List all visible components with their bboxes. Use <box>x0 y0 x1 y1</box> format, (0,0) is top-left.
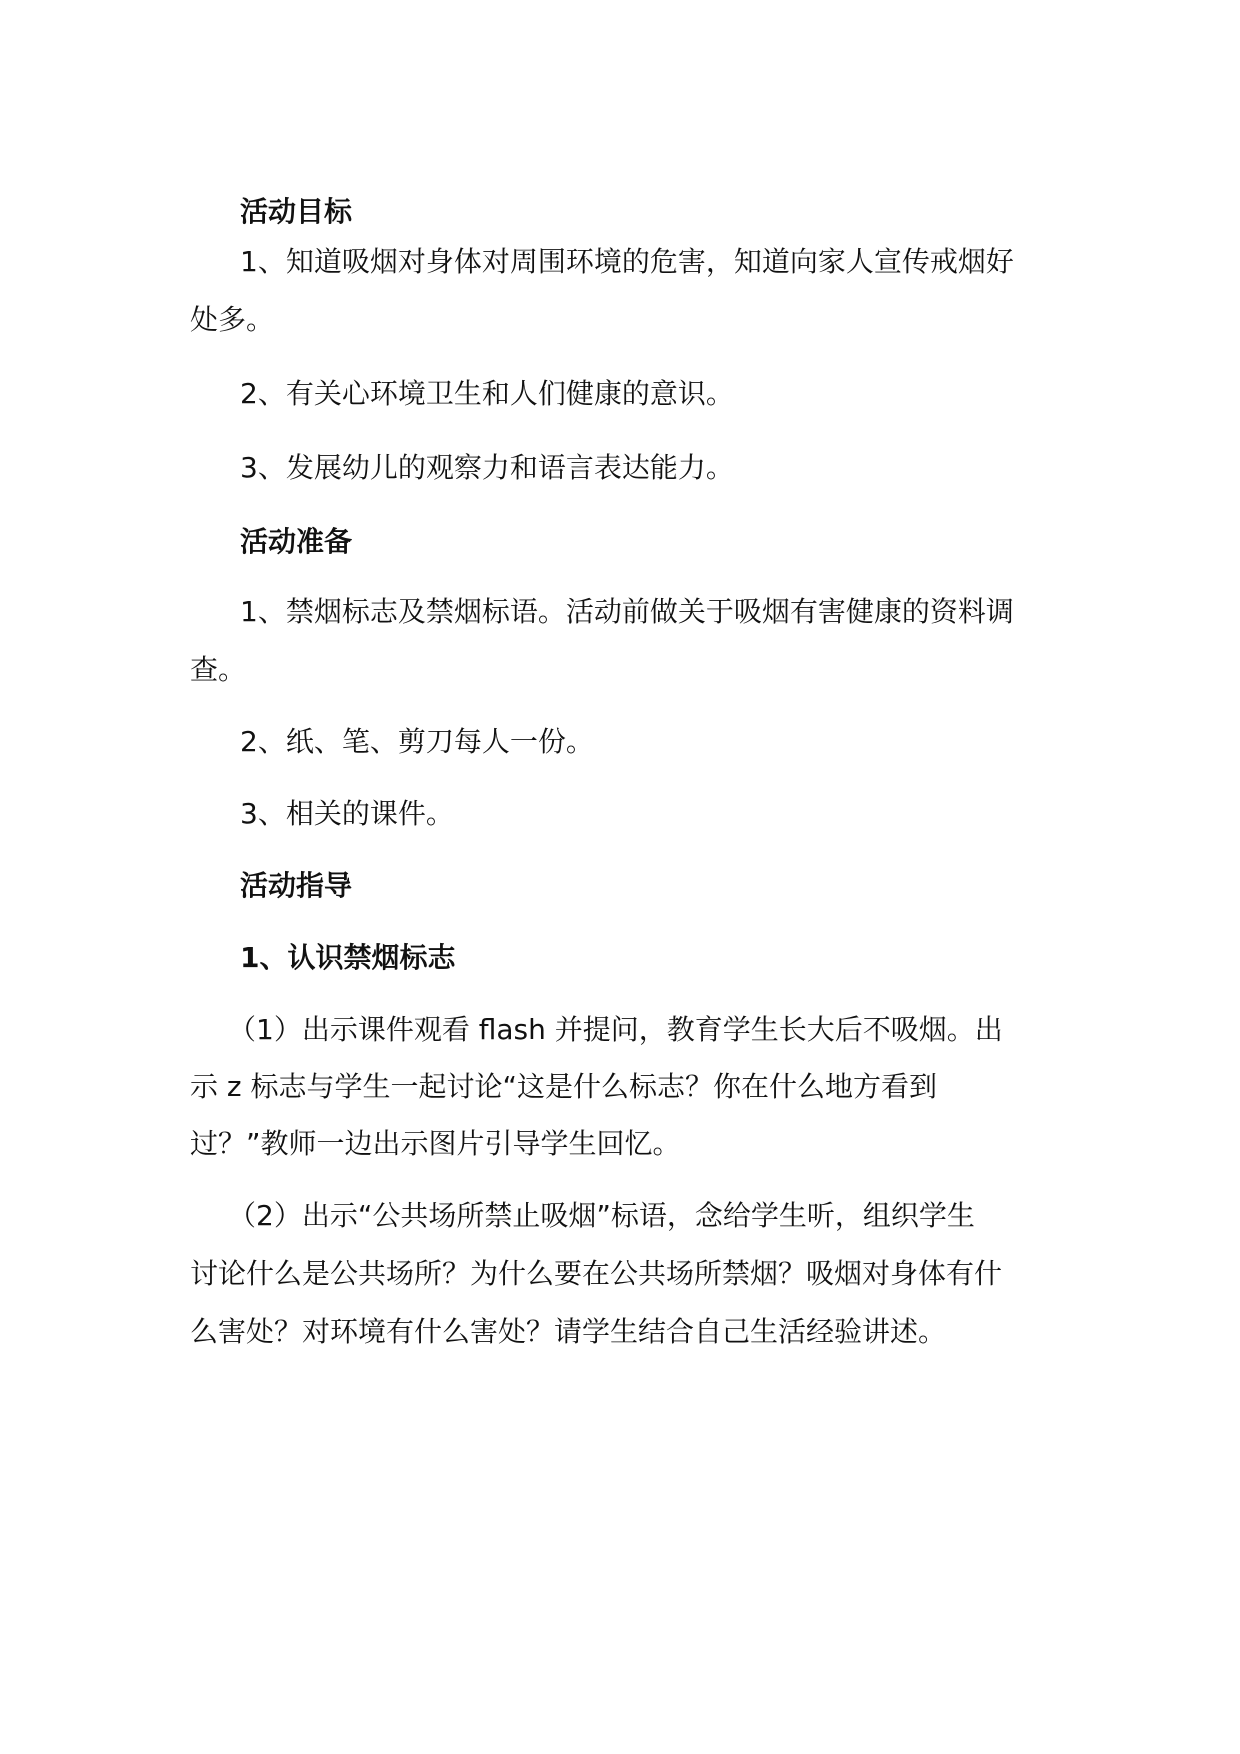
prep-3: 3、相关的课件。 <box>240 797 454 830</box>
guide-2-line-1: （2）出示“公共场所禁止吸烟”标语，念给学生听，组织学生 <box>228 1199 975 1232</box>
section-heading-goals: 活动目标 <box>240 195 353 228</box>
prep-2: 2、纸、笔、剪刀每人一份。 <box>240 725 594 758</box>
goal-1-line-2: 处多。 <box>190 303 275 336</box>
guide-1-line-2: 示 z 标志与学生一起讨论“这是什么标志？你在什么地方看到 <box>190 1070 938 1103</box>
guide-2-line-2: 讨论什么是公共场所？为什么要在公共场所禁烟？吸烟对身体有什 <box>190 1257 1003 1290</box>
guide-1-line-1: （1）出示课件观看 flash 并提问，教育学生长大后不吸烟。出 <box>228 1013 1003 1046</box>
goal-2: 2、有关心环境卫生和人们健康的意识。 <box>240 377 734 410</box>
guide-1-line-3: 过？”教师一边出示图片引导学生回忆。 <box>190 1127 681 1160</box>
guide-2-line-3: 么害处？对环境有什么害处？请学生结合自己生活经验讲述。 <box>190 1315 947 1348</box>
goal-3: 3、发展幼儿的观察力和语言表达能力。 <box>240 451 734 484</box>
subheading-recognize-sign: 1、认识禁烟标志 <box>240 941 456 974</box>
section-heading-guidance: 活动指导 <box>240 869 353 902</box>
section-heading-preparation: 活动准备 <box>240 525 353 558</box>
prep-1-line-2: 查。 <box>190 653 247 686</box>
goal-1-line-1: 1、知道吸烟对身体对周围环境的危害，知道向家人宣传戒烟好 <box>240 245 1014 278</box>
prep-1-line-1: 1、禁烟标志及禁烟标语。活动前做关于吸烟有害健康的资料调 <box>240 595 1014 628</box>
